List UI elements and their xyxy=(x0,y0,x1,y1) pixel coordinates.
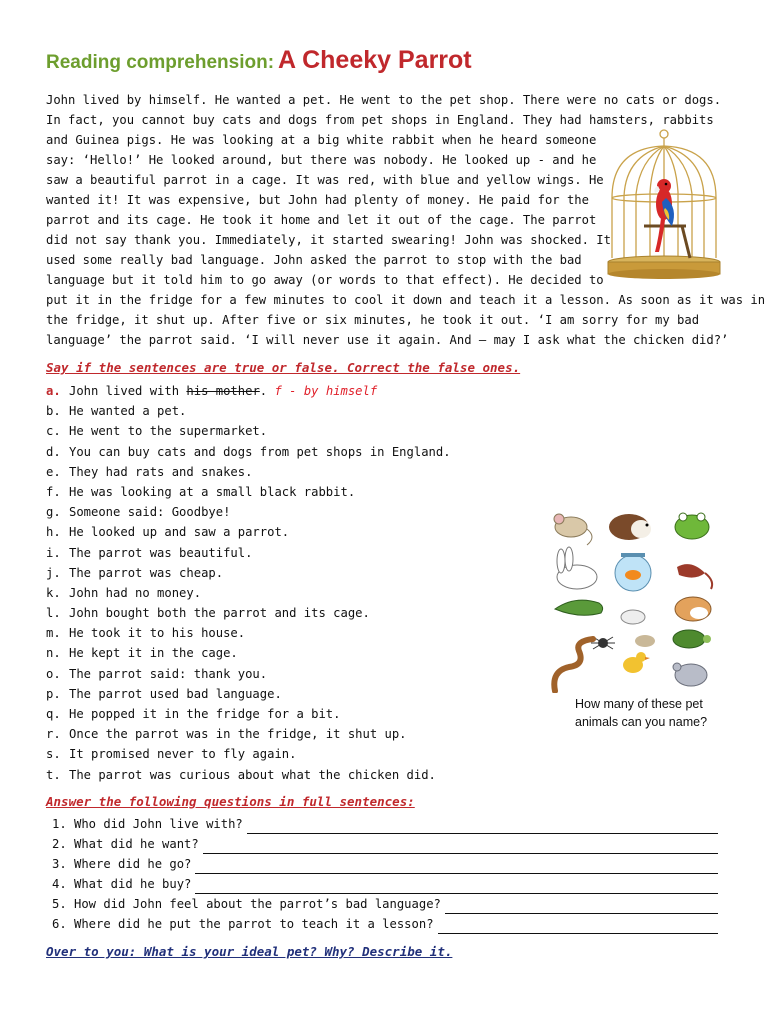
true-false-item xyxy=(46,442,451,462)
true-false-item xyxy=(46,744,451,764)
question-number: 6. xyxy=(52,917,67,931)
story-line: say: ‘Hello!’ He looked around, but there was nobody. He looked up - and he xyxy=(46,153,597,167)
question-number: 5. xyxy=(52,897,67,911)
answer-line[interactable] xyxy=(203,839,718,854)
item-label: h. xyxy=(46,525,61,540)
story-line: John lived by himself. He wanted a pet. He went to the pet shop. There were no cats or dogs. xyxy=(46,93,722,107)
page-title xyxy=(46,46,472,75)
item-text: The parrot was curious about what the chicken did. xyxy=(69,767,436,782)
story-line: the fridge, it shut up. After five or six minutes, he took it out. ‘I am sorry for my bad xyxy=(46,313,700,327)
questions-heading: Answer the following questions in full sentences: xyxy=(46,794,415,809)
item-label: q. xyxy=(46,707,61,721)
title-main: A Cheeky Parrot xyxy=(278,46,472,74)
item-text: The parrot used bad language. xyxy=(69,686,282,701)
lizard-icon xyxy=(677,564,712,589)
item-label: m. xyxy=(46,626,61,641)
item-text: He looked up and saw a parrot. xyxy=(69,525,290,540)
mouse-small-icon xyxy=(635,635,655,647)
item-text: It promised never to fly again. xyxy=(69,747,297,762)
item-text: The parrot was beautiful. xyxy=(69,545,253,560)
answer-line[interactable] xyxy=(195,859,718,874)
question-item xyxy=(52,814,718,834)
true-false-item xyxy=(46,563,451,583)
item-text: John had no money. xyxy=(69,585,202,600)
item-text: Once the parrot was in the fridge, it shut up. xyxy=(69,727,407,742)
story-line: did not say thank you. Immediately, it started swearing! John was shocked. It xyxy=(46,233,611,247)
white-mouse-icon xyxy=(621,610,645,624)
story-line: put it in the fridge for a few minutes to cool it down and teach it a lesson. As soon as it was in xyxy=(46,293,766,307)
story-line: wanted it! It was expensive, but John had plenty of money. He paid for the xyxy=(46,193,589,207)
true-false-item xyxy=(46,765,451,785)
true-false-item xyxy=(46,583,451,603)
item-text: The parrot was cheap. xyxy=(69,565,224,580)
pet-animals-image xyxy=(549,505,721,693)
question-text: What did he want? xyxy=(74,837,199,851)
question-number: 4. xyxy=(52,877,67,891)
item-label: l. xyxy=(46,606,61,621)
story-line: language but it told him to go away (or words to that effect). He decided to xyxy=(46,273,604,287)
item-text: He kept it in the cage. xyxy=(69,646,238,661)
item-text: Someone said: Goodbye! xyxy=(69,505,231,520)
crocodile-icon xyxy=(555,600,603,615)
item-label: e. xyxy=(46,464,61,479)
true-false-item xyxy=(46,522,451,542)
true-false-item xyxy=(46,462,451,482)
story-line: used some really bad language. John asked the parrot to stop with the bad xyxy=(46,253,582,267)
frog-icon xyxy=(675,513,709,539)
questions-list xyxy=(52,814,718,934)
mouse-icon xyxy=(554,514,592,545)
story-line: language’ the parrot said. ‘I will never use it again. And – may I ask what the chicken did?’ xyxy=(46,333,729,347)
question-number: 1. xyxy=(52,817,67,831)
item-label: i. xyxy=(46,545,61,560)
true-false-item xyxy=(46,401,451,421)
item-label: b. xyxy=(46,404,61,419)
item-label: t. xyxy=(46,767,61,782)
true-false-item xyxy=(46,421,451,441)
goldfish-bowl-icon xyxy=(615,553,651,591)
question-text: How did John feel about the parrot’s bad language? xyxy=(74,897,441,911)
question-number: 3. xyxy=(52,857,67,871)
question-item xyxy=(52,894,718,914)
story-line: and Guinea pigs. He was looking at a big white rabbit when he heard someone xyxy=(46,133,597,147)
true-false-item xyxy=(46,684,451,704)
story-line: saw a beautiful parrot in a cage. It was red, with blue and yellow wings. He xyxy=(46,173,604,187)
turtle-icon xyxy=(673,630,711,648)
rabbit-icon xyxy=(557,547,597,589)
question-text: What did he buy? xyxy=(74,877,192,891)
question-item xyxy=(52,854,718,874)
item-text: He was looking at a small black rabbit. xyxy=(69,484,356,499)
example-item: a. John lived with his mother. f - by himself xyxy=(46,384,378,398)
snake-icon xyxy=(554,639,593,691)
true-false-item xyxy=(46,623,451,643)
true-false-item xyxy=(46,543,451,563)
true-false-item xyxy=(46,704,451,724)
item-label: s. xyxy=(46,747,61,762)
item-text: He took it to his house. xyxy=(69,626,246,641)
item-text: He went to the supermarket. xyxy=(69,424,268,439)
item-label: k. xyxy=(46,585,61,600)
question-item xyxy=(52,834,718,854)
question-item xyxy=(52,874,718,894)
item-text: You can buy cats and dogs from pet shops in England. xyxy=(69,444,451,459)
true-false-heading: Say if the sentences are true or false. Correct the false ones. xyxy=(46,360,521,375)
item-text: He wanted a pet. xyxy=(69,404,187,419)
true-false-item xyxy=(46,482,451,502)
item-label: p. xyxy=(46,686,61,701)
true-false-item xyxy=(46,603,451,623)
answer-line[interactable] xyxy=(438,919,718,934)
chinchilla-icon xyxy=(673,663,707,686)
answer-line[interactable] xyxy=(247,819,718,834)
item-label: j. xyxy=(46,565,61,580)
true-false-item xyxy=(46,724,451,744)
parrot-cage-image xyxy=(604,128,724,280)
item-label: r. xyxy=(46,727,61,742)
item-text: The parrot said: thank you. xyxy=(69,666,268,681)
item-label: g. xyxy=(46,505,61,520)
item-label: c. xyxy=(46,424,61,439)
footer-prompt: Over to you: What is your ideal pet? Why? Describe it. xyxy=(46,944,453,959)
item-label: f. xyxy=(46,484,61,499)
true-false-item xyxy=(46,643,451,663)
answer-line[interactable] xyxy=(445,899,718,914)
story-line: parrot and its cage. He took it home and let it out of the cage. The parrot xyxy=(46,213,597,227)
question-text: Where did he put the parrot to teach it a lesson? xyxy=(74,917,434,931)
true-false-list xyxy=(46,381,451,785)
item-text: They had rats and snakes. xyxy=(69,464,253,479)
story-line: In fact, you cannot buy cats and dogs from pet shops in England. They had hamsters, rabbits xyxy=(46,113,714,127)
item-text: John bought both the parrot and its cage. xyxy=(69,606,370,621)
true-false-item xyxy=(46,502,451,522)
item-label: o. xyxy=(46,666,61,681)
item-label: d. xyxy=(46,444,61,459)
question-text: Who did John live with? xyxy=(74,817,243,831)
canary-icon xyxy=(623,652,650,673)
item-label: n. xyxy=(46,646,61,661)
hamster-icon xyxy=(675,597,711,621)
question-number: 2. xyxy=(52,837,67,851)
item-text: He popped it in the fridge for a bit. xyxy=(69,707,341,721)
question-item xyxy=(52,914,718,934)
title-prefix: Reading comprehension: xyxy=(46,52,275,73)
question-text: Where did he go? xyxy=(74,857,192,871)
example-answer: f - by himself xyxy=(274,384,378,398)
true-false-item xyxy=(46,664,451,684)
answer-line[interactable] xyxy=(195,879,718,894)
pets-caption: How many of these pet animals can you name? xyxy=(575,697,708,729)
guinea-pig-icon xyxy=(609,514,651,540)
